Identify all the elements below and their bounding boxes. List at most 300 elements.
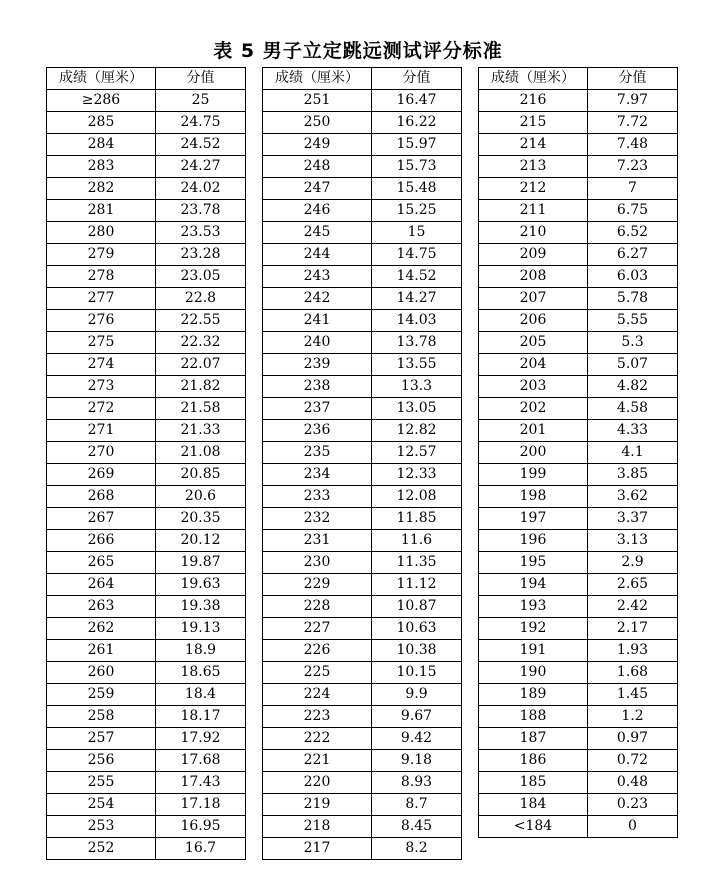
points-cell: 0.72 <box>588 750 678 772</box>
table-row <box>263 244 462 266</box>
points-cell: 5.55 <box>588 310 678 332</box>
score-cell: 221 <box>263 750 372 772</box>
table-row <box>263 706 462 728</box>
score-cell: 185 <box>479 772 588 794</box>
score-cell: 188 <box>479 706 588 728</box>
table-row <box>479 750 678 772</box>
table-row <box>263 838 462 860</box>
table-row <box>479 684 678 706</box>
score-cell: 259 <box>47 684 156 706</box>
table-row <box>47 332 246 354</box>
score-cell: 246 <box>263 200 372 222</box>
table-row <box>263 332 462 354</box>
score-cell: 272 <box>47 398 156 420</box>
score-cell: 283 <box>47 156 156 178</box>
points-cell: 4.1 <box>588 442 678 464</box>
table-row <box>263 816 462 838</box>
points-cell: 5.07 <box>588 354 678 376</box>
table-row <box>479 178 678 200</box>
points-cell: 1.93 <box>588 640 678 662</box>
score-cell: 224 <box>263 684 372 706</box>
table-row <box>47 530 246 552</box>
score-cell: 198 <box>479 486 588 508</box>
score-cell: 201 <box>479 420 588 442</box>
points-cell: 7 <box>588 178 678 200</box>
points-cell: 22.8 <box>156 288 246 310</box>
table-header-row <box>47 68 246 90</box>
points-cell: 6.27 <box>588 244 678 266</box>
points-cell: 10.63 <box>372 618 462 640</box>
score-cell: 261 <box>47 640 156 662</box>
points-cell: 15.97 <box>372 134 462 156</box>
points-cell: 19.63 <box>156 574 246 596</box>
table-row <box>263 288 462 310</box>
points-cell: 19.13 <box>156 618 246 640</box>
points-cell: 8.93 <box>372 772 462 794</box>
points-cell: 4.58 <box>588 398 678 420</box>
points-cell: 24.02 <box>156 178 246 200</box>
score-cell: 268 <box>47 486 156 508</box>
table-row <box>47 134 246 156</box>
score-cell: 192 <box>479 618 588 640</box>
points-cell: 15.48 <box>372 178 462 200</box>
table-row <box>47 838 246 860</box>
score-cell: 222 <box>263 728 372 750</box>
table-row <box>263 794 462 816</box>
score-cell: 240 <box>263 332 372 354</box>
points-cell: 9.67 <box>372 706 462 728</box>
points-cell: 22.55 <box>156 310 246 332</box>
points-cell: 7.97 <box>588 90 678 112</box>
score-cell: 252 <box>47 838 156 860</box>
score-cell: 237 <box>263 398 372 420</box>
score-cell: 193 <box>479 596 588 618</box>
points-cell: 20.85 <box>156 464 246 486</box>
score-cell: 220 <box>263 772 372 794</box>
score-cell: 196 <box>479 530 588 552</box>
score-cell: 209 <box>479 244 588 266</box>
table-row <box>47 420 246 442</box>
table-row <box>47 750 246 772</box>
score-cell: 276 <box>47 310 156 332</box>
points-cell: 21.58 <box>156 398 246 420</box>
table-row <box>263 574 462 596</box>
points-cell: 2.65 <box>588 574 678 596</box>
points-cell: 23.78 <box>156 200 246 222</box>
points-cell: 19.38 <box>156 596 246 618</box>
points-cell: 2.42 <box>588 596 678 618</box>
score-cell: 285 <box>47 112 156 134</box>
score-cell: 211 <box>479 200 588 222</box>
table-row <box>479 376 678 398</box>
score-cell: 226 <box>263 640 372 662</box>
points-cell: 16.22 <box>372 112 462 134</box>
score-cell: 203 <box>479 376 588 398</box>
table-row <box>479 266 678 288</box>
table-row <box>47 90 246 112</box>
table-row <box>479 618 678 640</box>
table-row <box>263 772 462 794</box>
points-cell: 20.35 <box>156 508 246 530</box>
table-row <box>263 486 462 508</box>
table-row <box>263 112 462 134</box>
score-cell: 260 <box>47 662 156 684</box>
table-row <box>47 662 246 684</box>
points-cell: 6.52 <box>588 222 678 244</box>
points-cell: 18.9 <box>156 640 246 662</box>
score-cell: 278 <box>47 266 156 288</box>
table-row <box>47 794 246 816</box>
points-cell: 18.65 <box>156 662 246 684</box>
points-cell: 14.75 <box>372 244 462 266</box>
points-cell: 24.75 <box>156 112 246 134</box>
points-cell: 14.03 <box>372 310 462 332</box>
points-cell: 1.45 <box>588 684 678 706</box>
score-cell: 248 <box>263 156 372 178</box>
score-cell: 242 <box>263 288 372 310</box>
table-row <box>263 90 462 112</box>
table-row <box>479 772 678 794</box>
table-row <box>47 376 246 398</box>
points-cell: 13.05 <box>372 398 462 420</box>
score-cell: 238 <box>263 376 372 398</box>
table-row <box>263 156 462 178</box>
score-cell: 258 <box>47 706 156 728</box>
table-row <box>263 552 462 574</box>
table-row <box>47 442 246 464</box>
score-cell: 256 <box>47 750 156 772</box>
points-cell: 10.15 <box>372 662 462 684</box>
score-cell: 189 <box>479 684 588 706</box>
score-cell: 255 <box>47 772 156 794</box>
table-row <box>479 288 678 310</box>
table-row <box>263 398 462 420</box>
score-cell: 218 <box>263 816 372 838</box>
score-cell: 245 <box>263 222 372 244</box>
points-cell: 0.23 <box>588 794 678 816</box>
score-cell: 204 <box>479 354 588 376</box>
score-cell: 235 <box>263 442 372 464</box>
table-row <box>47 200 246 222</box>
points-cell: 12.82 <box>372 420 462 442</box>
table-row <box>47 398 246 420</box>
points-cell: 1.2 <box>588 706 678 728</box>
score-cell: 223 <box>263 706 372 728</box>
points-cell: 16.7 <box>156 838 246 860</box>
score-cell: 284 <box>47 134 156 156</box>
table-row <box>263 310 462 332</box>
table-row <box>47 464 246 486</box>
score-cell: 253 <box>47 816 156 838</box>
table-row <box>479 530 678 552</box>
score-table-2 <box>262 67 462 860</box>
score-cell: 225 <box>263 662 372 684</box>
table-row <box>479 574 678 596</box>
points-cell: 18.17 <box>156 706 246 728</box>
score-cell: 217 <box>263 838 372 860</box>
table-row <box>479 596 678 618</box>
score-cell: 277 <box>47 288 156 310</box>
score-cell: 207 <box>479 288 588 310</box>
score-cell: 230 <box>263 552 372 574</box>
points-cell: 17.68 <box>156 750 246 772</box>
table-row <box>479 794 678 816</box>
table-row <box>479 310 678 332</box>
score-cell: 219 <box>263 794 372 816</box>
table-row <box>263 222 462 244</box>
table-row <box>263 508 462 530</box>
table-row <box>479 486 678 508</box>
table-row <box>479 354 678 376</box>
score-cell: 214 <box>479 134 588 156</box>
table-row <box>479 332 678 354</box>
points-cell: 8.2 <box>372 838 462 860</box>
score-cell: 239 <box>263 354 372 376</box>
score-cell: 249 <box>263 134 372 156</box>
header-score: 成绩（厘米） <box>263 68 372 90</box>
table-row <box>47 244 246 266</box>
table-row <box>47 222 246 244</box>
points-cell: 15 <box>372 222 462 244</box>
table-row <box>263 464 462 486</box>
points-cell: 16.47 <box>372 90 462 112</box>
points-cell: 16.95 <box>156 816 246 838</box>
score-cell: 251 <box>263 90 372 112</box>
points-cell: 21.33 <box>156 420 246 442</box>
table-row <box>479 90 678 112</box>
points-cell: 24.52 <box>156 134 246 156</box>
table-row <box>479 728 678 750</box>
table-row <box>479 662 678 684</box>
score-cell: 191 <box>479 640 588 662</box>
points-cell: 22.07 <box>156 354 246 376</box>
score-cell: 190 <box>479 662 588 684</box>
score-cell: 194 <box>479 574 588 596</box>
points-cell: 0.48 <box>588 772 678 794</box>
table-row <box>47 706 246 728</box>
table-row <box>47 618 246 640</box>
score-cell: 206 <box>479 310 588 332</box>
points-cell: 5.3 <box>588 332 678 354</box>
score-cell: 199 <box>479 464 588 486</box>
table-row <box>479 244 678 266</box>
table-row <box>479 200 678 222</box>
table-row <box>263 728 462 750</box>
table-row <box>47 574 246 596</box>
table-row <box>263 662 462 684</box>
table-row <box>479 420 678 442</box>
table-row <box>47 596 246 618</box>
score-cell: 271 <box>47 420 156 442</box>
points-cell: 11.85 <box>372 508 462 530</box>
table-row <box>47 772 246 794</box>
points-cell: 9.18 <box>372 750 462 772</box>
score-cell: 229 <box>263 574 372 596</box>
score-cell: 250 <box>263 112 372 134</box>
points-cell: 2.17 <box>588 618 678 640</box>
score-cell: 215 <box>479 112 588 134</box>
header-points: 分值 <box>156 68 246 90</box>
table-row <box>479 156 678 178</box>
score-cell: 187 <box>479 728 588 750</box>
table-row <box>47 310 246 332</box>
points-cell: 12.33 <box>372 464 462 486</box>
points-cell: 0.97 <box>588 728 678 750</box>
table-row <box>263 750 462 772</box>
table-row <box>47 178 246 200</box>
table-row <box>47 156 246 178</box>
table-row <box>47 266 246 288</box>
points-cell: 3.85 <box>588 464 678 486</box>
points-cell: 9.9 <box>372 684 462 706</box>
points-cell: 6.75 <box>588 200 678 222</box>
score-cell: 282 <box>47 178 156 200</box>
points-cell: 9.42 <box>372 728 462 750</box>
points-cell: 17.43 <box>156 772 246 794</box>
points-cell: 5.78 <box>588 288 678 310</box>
score-cell: 236 <box>263 420 372 442</box>
points-cell: 3.37 <box>588 508 678 530</box>
table-row <box>47 684 246 706</box>
score-cell: 244 <box>263 244 372 266</box>
points-cell: 23.53 <box>156 222 246 244</box>
table-row <box>263 530 462 552</box>
table-row <box>479 398 678 420</box>
table-row <box>263 442 462 464</box>
header-points: 分值 <box>372 68 462 90</box>
score-cell: 267 <box>47 508 156 530</box>
table-row <box>479 222 678 244</box>
points-cell: 22.32 <box>156 332 246 354</box>
table-row <box>479 442 678 464</box>
table-row <box>47 112 246 134</box>
score-cell: 280 <box>47 222 156 244</box>
points-cell: 20.12 <box>156 530 246 552</box>
points-cell: 3.62 <box>588 486 678 508</box>
table-row <box>263 596 462 618</box>
score-cell: 186 <box>479 750 588 772</box>
table-row <box>47 508 246 530</box>
table-row <box>263 684 462 706</box>
points-cell: 11.12 <box>372 574 462 596</box>
points-cell: 10.87 <box>372 596 462 618</box>
points-cell: 24.27 <box>156 156 246 178</box>
score-cell: 257 <box>47 728 156 750</box>
score-cell: 269 <box>47 464 156 486</box>
table-row <box>47 486 246 508</box>
table-row <box>47 728 246 750</box>
points-cell: 1.68 <box>588 662 678 684</box>
score-cell: 262 <box>47 618 156 640</box>
table-row <box>47 552 246 574</box>
table-row <box>263 134 462 156</box>
score-cell: 266 <box>47 530 156 552</box>
score-cell: 264 <box>47 574 156 596</box>
points-cell: 0 <box>588 816 678 838</box>
points-cell: 3.13 <box>588 530 678 552</box>
score-cell: 216 <box>479 90 588 112</box>
table-row <box>479 816 678 838</box>
points-cell: 7.23 <box>588 156 678 178</box>
score-cell: 197 <box>479 508 588 530</box>
points-cell: 4.33 <box>588 420 678 442</box>
document-title: 表 5 男子立定跳远测试评分标准 <box>213 40 503 62</box>
table-header-row <box>479 68 678 90</box>
table-row <box>479 706 678 728</box>
score-cell: 208 <box>479 266 588 288</box>
score-cell: 270 <box>47 442 156 464</box>
header-score: 成绩（厘米） <box>479 68 588 90</box>
score-cell: 210 <box>479 222 588 244</box>
table-row <box>47 354 246 376</box>
points-cell: 21.82 <box>156 376 246 398</box>
points-cell: 8.7 <box>372 794 462 816</box>
points-cell: 12.57 <box>372 442 462 464</box>
score-cell: 273 <box>47 376 156 398</box>
score-table-1 <box>46 67 246 860</box>
points-cell: 17.92 <box>156 728 246 750</box>
table-row <box>47 288 246 310</box>
score-cell: 279 <box>47 244 156 266</box>
score-cell: 205 <box>479 332 588 354</box>
score-cell: <184 <box>479 816 588 838</box>
score-cell: 254 <box>47 794 156 816</box>
points-cell: 12.08 <box>372 486 462 508</box>
table-row <box>479 112 678 134</box>
table-row <box>479 464 678 486</box>
score-table-3 <box>478 67 678 838</box>
table-row <box>263 640 462 662</box>
points-cell: 11.6 <box>372 530 462 552</box>
points-cell: 14.27 <box>372 288 462 310</box>
points-cell: 4.82 <box>588 376 678 398</box>
score-cell: 281 <box>47 200 156 222</box>
points-cell: 6.03 <box>588 266 678 288</box>
points-cell: 7.72 <box>588 112 678 134</box>
table-row <box>263 200 462 222</box>
points-cell: 2.9 <box>588 552 678 574</box>
score-cell: ≥286 <box>47 90 156 112</box>
score-cell: 195 <box>479 552 588 574</box>
header-score: 成绩（厘米） <box>47 68 156 90</box>
score-cell: 233 <box>263 486 372 508</box>
points-cell: 13.78 <box>372 332 462 354</box>
score-cell: 212 <box>479 178 588 200</box>
score-cell: 234 <box>263 464 372 486</box>
score-cell: 228 <box>263 596 372 618</box>
points-cell: 15.73 <box>372 156 462 178</box>
points-cell: 15.25 <box>372 200 462 222</box>
table-row <box>479 640 678 662</box>
points-cell: 10.38 <box>372 640 462 662</box>
points-cell: 14.52 <box>372 266 462 288</box>
score-cell: 202 <box>479 398 588 420</box>
table-header-row <box>263 68 462 90</box>
points-cell: 20.6 <box>156 486 246 508</box>
score-cell: 184 <box>479 794 588 816</box>
score-cell: 241 <box>263 310 372 332</box>
points-cell: 21.08 <box>156 442 246 464</box>
score-cell: 232 <box>263 508 372 530</box>
table-row <box>263 354 462 376</box>
points-cell: 23.05 <box>156 266 246 288</box>
header-points: 分值 <box>588 68 678 90</box>
table-row <box>263 420 462 442</box>
points-cell: 11.35 <box>372 552 462 574</box>
table-row <box>263 178 462 200</box>
table-row <box>263 376 462 398</box>
score-cell: 243 <box>263 266 372 288</box>
